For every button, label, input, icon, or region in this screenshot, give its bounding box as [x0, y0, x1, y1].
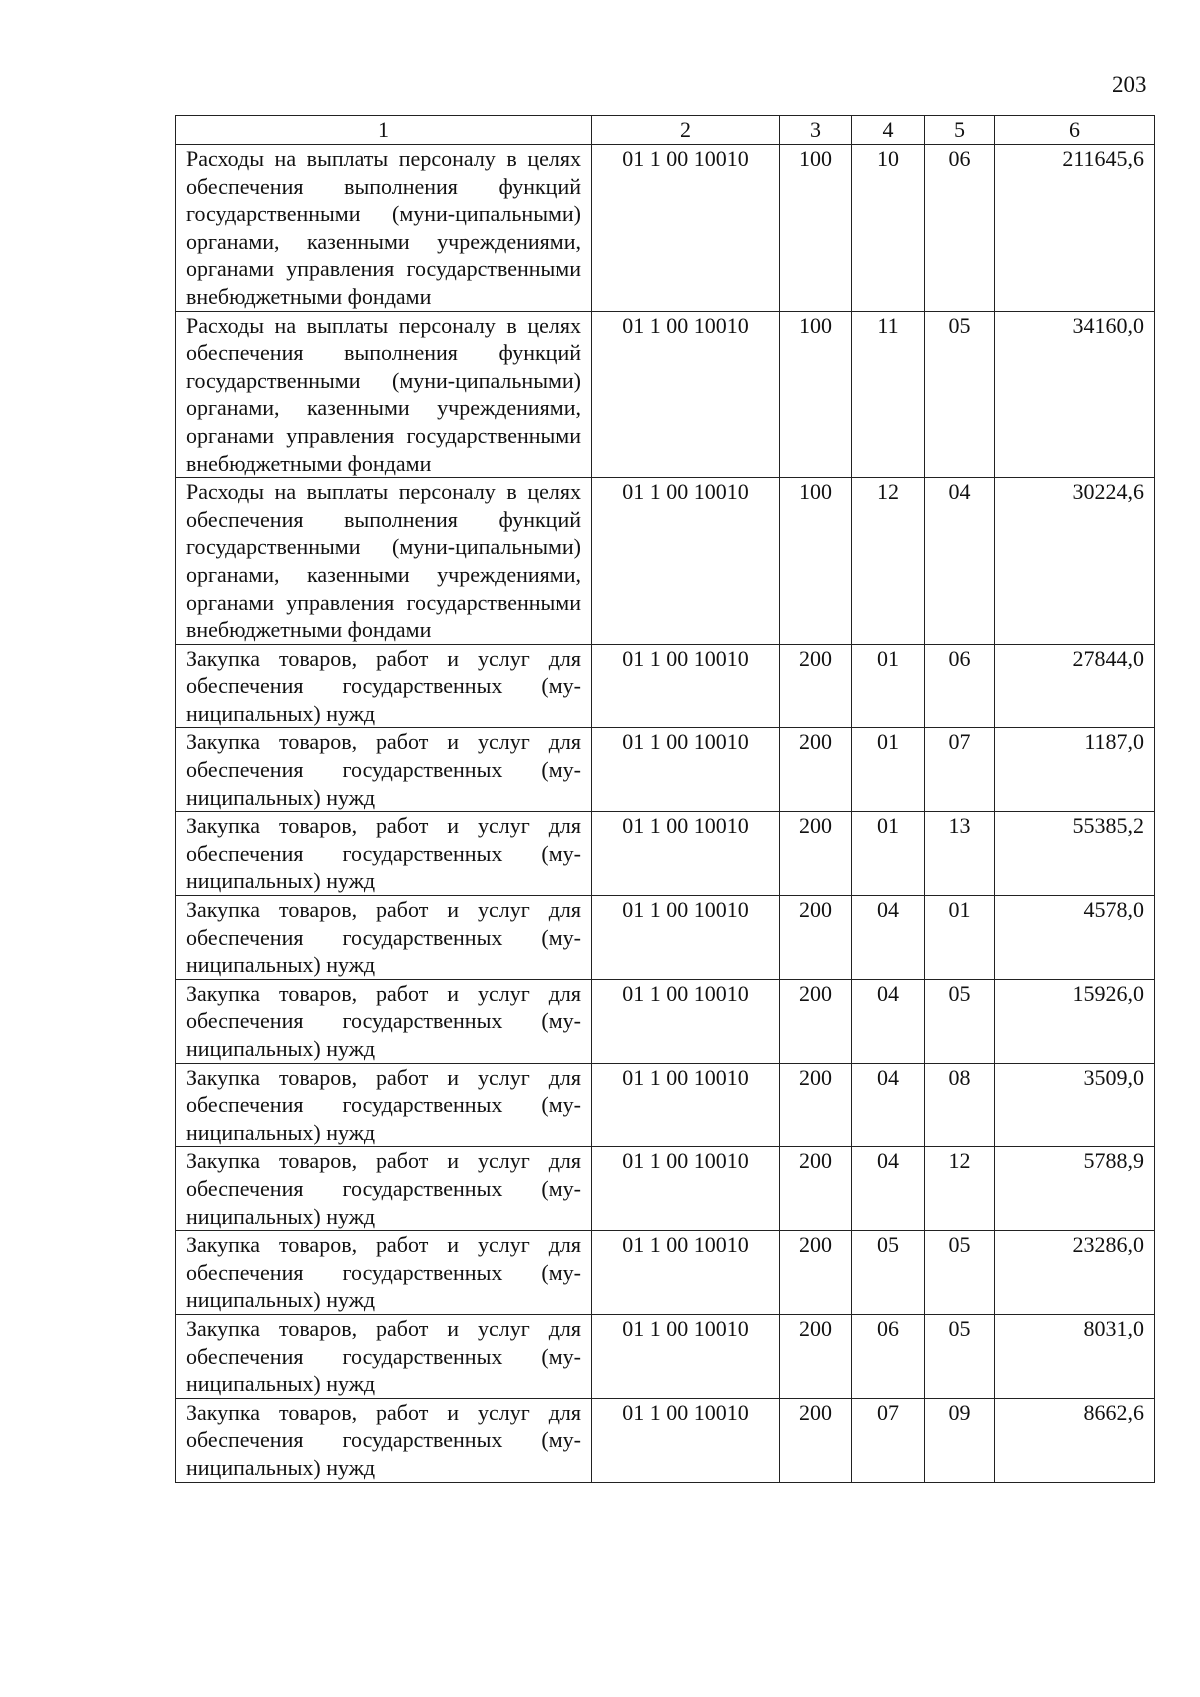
expense-type-code: 200	[780, 1314, 852, 1398]
expense-type-code: 200	[780, 644, 852, 728]
amount: 3509,0	[995, 1063, 1155, 1147]
column-header-5: 5	[925, 116, 995, 145]
section-code: 05	[852, 1231, 925, 1315]
target-article-code: 01 1 00 10010	[592, 896, 780, 980]
subsection-code: 05	[925, 1314, 995, 1398]
expense-type-code: 200	[780, 896, 852, 980]
subsection-code: 06	[925, 145, 995, 312]
amount: 27844,0	[995, 644, 1155, 728]
expense-description: Закупка товаров, работ и услуг для обеспечения государственных (му-ниципальных) нужд	[176, 1147, 592, 1231]
expense-type-code: 200	[780, 1398, 852, 1482]
expense-type-code: 100	[780, 145, 852, 312]
expense-type-code: 100	[780, 478, 852, 645]
section-code: 04	[852, 1147, 925, 1231]
target-article-code: 01 1 00 10010	[592, 1147, 780, 1231]
section-code: 04	[852, 979, 925, 1063]
expense-type-code: 200	[780, 1147, 852, 1231]
expense-description: Расходы на выплаты персоналу в целях обеспечения выполнения функций государственными (муни-ципальными) органами, казенными учреждениями, органами управления государственными внебюджетными фондами	[176, 145, 592, 312]
expense-type-code: 200	[780, 979, 852, 1063]
target-article-code: 01 1 00 10010	[592, 478, 780, 645]
section-code: 11	[852, 311, 925, 478]
header-row	[176, 116, 1155, 145]
amount: 34160,0	[995, 311, 1155, 478]
section-code: 01	[852, 644, 925, 728]
target-article-code: 01 1 00 10010	[592, 1314, 780, 1398]
expense-description: Расходы на выплаты персоналу в целях обеспечения выполнения функций государственными (муни-ципальными) органами, казенными учреждениями, органами управления государственными внебюджетными фондами	[176, 311, 592, 478]
amount: 211645,6	[995, 145, 1155, 312]
target-article-code: 01 1 00 10010	[592, 145, 780, 312]
expense-type-code: 100	[780, 311, 852, 478]
expense-type-code: 200	[780, 1063, 852, 1147]
table-row	[176, 1398, 1155, 1482]
expense-description: Закупка товаров, работ и услуг для обеспечения государственных (му-ниципальных) нужд	[176, 1063, 592, 1147]
target-article-code: 01 1 00 10010	[592, 979, 780, 1063]
expense-type-code: 200	[780, 1231, 852, 1315]
target-article-code: 01 1 00 10010	[592, 1398, 780, 1482]
table-row	[176, 1063, 1155, 1147]
amount: 8662,6	[995, 1398, 1155, 1482]
expense-description: Закупка товаров, работ и услуг для обеспечения государственных (му-ниципальных) нужд	[176, 728, 592, 812]
section-code: 04	[852, 1063, 925, 1147]
table-row	[176, 311, 1155, 478]
subsection-code: 12	[925, 1147, 995, 1231]
table-row	[176, 644, 1155, 728]
subsection-code: 09	[925, 1398, 995, 1482]
expense-description: Закупка товаров, работ и услуг для обеспечения государственных (му-ниципальных) нужд	[176, 644, 592, 728]
section-code: 04	[852, 896, 925, 980]
amount: 30224,6	[995, 478, 1155, 645]
amount: 23286,0	[995, 1231, 1155, 1315]
subsection-code: 05	[925, 979, 995, 1063]
table-row	[176, 812, 1155, 896]
target-article-code: 01 1 00 10010	[592, 1231, 780, 1315]
expense-description: Закупка товаров, работ и услуг для обеспечения государственных (му-ниципальных) нужд	[176, 896, 592, 980]
amount: 8031,0	[995, 1314, 1155, 1398]
section-code: 01	[852, 812, 925, 896]
table-body	[176, 145, 1155, 1483]
column-header-2: 2	[592, 116, 780, 145]
table-row	[176, 979, 1155, 1063]
table-row	[176, 1231, 1155, 1315]
section-code: 01	[852, 728, 925, 812]
column-header-3: 3	[780, 116, 852, 145]
expense-description: Закупка товаров, работ и услуг для обеспечения государственных (му-ниципальных) нужд	[176, 1231, 592, 1315]
section-code: 12	[852, 478, 925, 645]
target-article-code: 01 1 00 10010	[592, 1063, 780, 1147]
table-row	[176, 145, 1155, 312]
target-article-code: 01 1 00 10010	[592, 812, 780, 896]
section-code: 06	[852, 1314, 925, 1398]
expense-description: Закупка товаров, работ и услуг для обеспечения государственных (му-ниципальных) нужд	[176, 1314, 592, 1398]
target-article-code: 01 1 00 10010	[592, 311, 780, 478]
budget-table	[175, 115, 1155, 1483]
table-row	[176, 1147, 1155, 1231]
subsection-code: 04	[925, 478, 995, 645]
target-article-code: 01 1 00 10010	[592, 728, 780, 812]
amount: 55385,2	[995, 812, 1155, 896]
table-row	[176, 728, 1155, 812]
page-number: 203	[1112, 72, 1147, 97]
subsection-code: 05	[925, 1231, 995, 1315]
expense-description: Закупка товаров, работ и услуг для обеспечения государственных (му-ниципальных) нужд	[176, 812, 592, 896]
table-row	[176, 478, 1155, 645]
expense-type-code: 200	[780, 728, 852, 812]
amount: 5788,9	[995, 1147, 1155, 1231]
table-row	[176, 896, 1155, 980]
subsection-code: 13	[925, 812, 995, 896]
table-row	[176, 1314, 1155, 1398]
subsection-code: 01	[925, 896, 995, 980]
target-article-code: 01 1 00 10010	[592, 644, 780, 728]
amount: 1187,0	[995, 728, 1155, 812]
column-header-4: 4	[852, 116, 925, 145]
subsection-code: 05	[925, 311, 995, 478]
column-header-1: 1	[176, 116, 592, 145]
amount: 4578,0	[995, 896, 1155, 980]
subsection-code: 07	[925, 728, 995, 812]
amount: 15926,0	[995, 979, 1155, 1063]
section-code: 10	[852, 145, 925, 312]
subsection-code: 06	[925, 644, 995, 728]
expense-description: Закупка товаров, работ и услуг для обеспечения государственных (му-ниципальных) нужд	[176, 979, 592, 1063]
section-code: 07	[852, 1398, 925, 1482]
subsection-code: 08	[925, 1063, 995, 1147]
expense-description: Расходы на выплаты персоналу в целях обеспечения выполнения функций государственными (муни-ципальными) органами, казенными учреждениями, органами управления государственными внебюджетными фондами	[176, 478, 592, 645]
column-header-6: 6	[995, 116, 1155, 145]
expense-type-code: 200	[780, 812, 852, 896]
expense-description: Закупка товаров, работ и услуг для обеспечения государственных (му-ниципальных) нужд	[176, 1398, 592, 1482]
